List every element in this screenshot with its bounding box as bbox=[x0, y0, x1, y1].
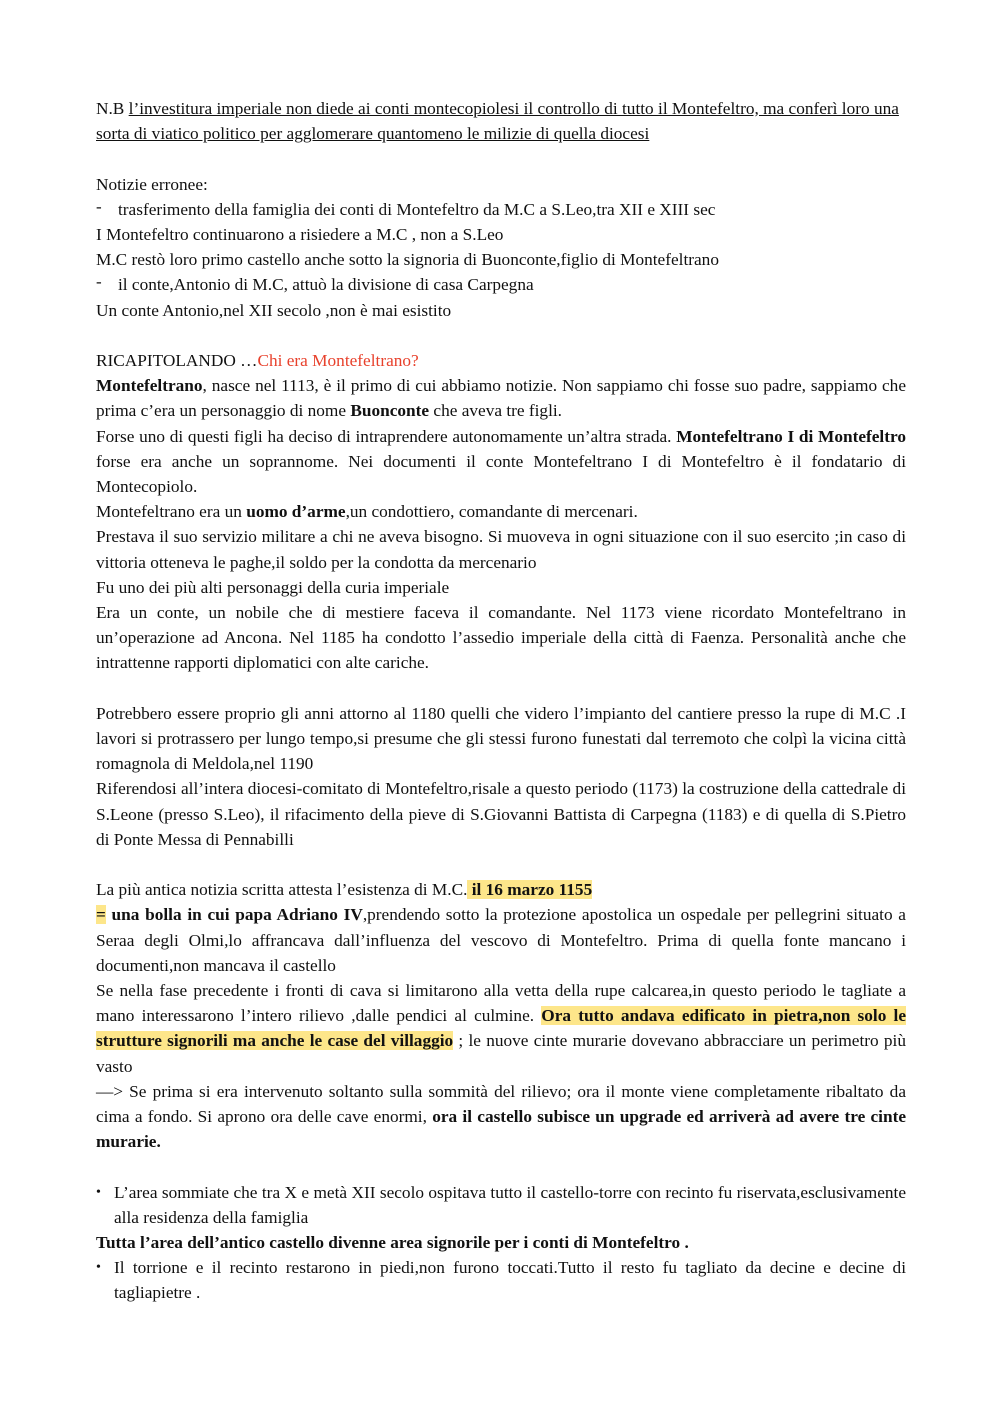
recap-paragraph-2 bbox=[96, 424, 906, 500]
nb-underlined-text: l’investitura imperiale non diede ai conti montecopiolesi il controllo di tutto il Montefeltro, ma conferì loro una sorta di viatico politico per agglomerare quantomeno le milizie di quella diocesi bbox=[96, 99, 899, 144]
spacer bbox=[96, 676, 906, 701]
text: che aveva tre figli. bbox=[429, 401, 562, 421]
spacer bbox=[96, 852, 906, 877]
recap-paragraph-6: Era un conte, un nobile che di mestiere faceva il comandante. Nel 1173 viene ricordato Montefeltrano in un’operazione ad Ancona. Nel 1185 ha condotto l’assedio imperiale della città di Faenza. Personalità anche che intrattenne rapporti diplomatici con alte cariche. bbox=[96, 603, 906, 673]
bold-text: Buonconte bbox=[350, 401, 430, 421]
bold-text: Montefeltrano bbox=[96, 376, 203, 396]
nb-paragraph bbox=[96, 96, 906, 146]
recap-paragraph-3 bbox=[96, 499, 906, 524]
nb-prefix: N.B bbox=[96, 99, 129, 118]
text: Montefeltrano era un bbox=[96, 502, 247, 522]
spacer bbox=[96, 1154, 906, 1179]
spacer bbox=[96, 146, 906, 171]
bold-text: ora il castello subisce un upgrade ed arriverà ad avere tre cinte murarie. bbox=[96, 1107, 907, 1152]
bold-text: Montefeltrano I di Montefeltro bbox=[676, 426, 906, 446]
recap-heading bbox=[96, 348, 906, 373]
errate-item-2: - il conte,Antonio di M.C, attuò la divisione di casa Carpegna bbox=[96, 272, 906, 297]
ancient-paragraph-2 bbox=[96, 902, 906, 978]
highlighted-date: il 16 marzo 1155 bbox=[467, 880, 593, 900]
text: La più antica notizia scritta attesta l’esistenza di M.C. bbox=[96, 880, 468, 900]
errate-line-2: I Montefeltro continuarono a risiedere a M.C , non a S.Leo bbox=[96, 225, 504, 244]
text: Se nella fase precedente i fronti di cava si limitarono alla vetta della rupe calcarea,in questo periodo le tagliate a mano interessarono l’intero rilievo ,dalle pendici al culmine. bbox=[96, 981, 906, 1026]
text: ,un condottiero, comandante di mercenari. bbox=[345, 502, 638, 522]
text: , nasce nel 1113, è il primo di cui abbiamo notizie. Non sappiamo chi fosse suo padre, sappiamo che prima c’era un personaggio di nome bbox=[96, 376, 906, 421]
bold-text: una bolla in cui papa Adriano IV bbox=[105, 905, 363, 925]
errate-line-3: M.C restò loro primo castello anche sotto la signoria di Buonconte,figlio di Montefeltrano bbox=[96, 250, 719, 270]
text: ; le nuove cinte murarie dovevano abbracciare un perimetro più vasto bbox=[96, 1031, 906, 1076]
text: —> Se prima si era intervenuto soltanto sulla sommità del rilievo; ora il monte viene completamente ribaltato da cima a fondo. Si aprono ora delle cave enormi, bbox=[96, 1081, 906, 1127]
recap-heading-text: RICAPITOLANDO … bbox=[96, 351, 258, 370]
bold-text: uomo d’arme bbox=[246, 502, 346, 522]
spacer bbox=[96, 323, 906, 348]
area-bold-line: Tutta l’area dell’antico castello divenne area signorile per i conti di Montefeltro . bbox=[96, 1233, 689, 1253]
recap-question: Chi era Montefeltrano? bbox=[257, 351, 419, 370]
text: Forse uno di questi figli ha deciso di intraprendere autonomamente un’altra strada. bbox=[96, 426, 677, 446]
errate-heading: Notizie erronee: bbox=[96, 174, 208, 194]
recap-paragraph-5: Fu uno dei più alti personaggi della curia imperiale bbox=[96, 577, 450, 597]
errate-line-5: Un conte Antonio,nel XII secolo ,non è mai esistito bbox=[96, 300, 452, 320]
ancient-paragraph-4 bbox=[96, 1079, 906, 1155]
recap-paragraph-1 bbox=[96, 373, 906, 423]
works-paragraph-2: Riferendosi all’intera diocesi-comitato di Montefeltro,risale a questo periodo (1173) la costruzione della cattedrale di S.Leone (presso S.Leo), il rifacimento della pieve di S.Giovanni Battista di Carpegna (1183) e di quella di S.Pietro di Ponte Messa di Pennabilli bbox=[96, 779, 906, 849]
text: ,prendendo sotto la protezione apostolica un ospedale per pellegrini situato a Seraa degli Olmi,lo affrancava dall’influenza del vescovo di Montefeltro. Prima di quella fonte mancano i documenti,non mancava il castello bbox=[96, 905, 906, 975]
ancient-paragraph-1 bbox=[96, 877, 906, 902]
highlighted-text: Ora tutto andava edificato in pietra,non solo le strutture signorili ma anche le case del villaggio bbox=[96, 1006, 906, 1051]
ancient-paragraph-3 bbox=[96, 978, 906, 1079]
area-bullet-1: • L’area sommiate che tra X e metà XII secolo ospitava tutto il castello-torre con recinto fu riservata,esclusivamente alla residenza della famiglia bbox=[96, 1180, 906, 1230]
text: forse era anche un soprannome. Nei documenti il conte Montefeltrano I di Montefeltro è il fondatario di Montecopiolo. bbox=[96, 451, 906, 497]
document-page bbox=[96, 96, 906, 1306]
recap-paragraph-4: Prestava il suo servizio militare a chi ne aveva bisogno. Si muoveva in ogni situazione con il suo esercito ;in caso di vittoria otteneva le paghe,il soldo per la condotta da mercenario bbox=[96, 527, 906, 572]
works-paragraph-1: Potrebbero essere proprio gli anni attorno al 1180 quelli che videro l’impianto del cantiere presso la rupe di M.C .I lavori si protrassero per lungo tempo,si presume che gli stessi furono funestati dal terremoto che colpì la vicina città romagnola di Meldola,nel 1190 bbox=[96, 703, 906, 774]
area-bullet-2: • Il torrione e il recinto restarono in piedi,non furono toccati.Tutto il resto fu tagliato da decine e decine di tagliapietre . bbox=[96, 1255, 906, 1305]
errate-item-1: - trasferimento della famiglia dei conti di Montefeltro da M.C a S.Leo,tra XII e XIII sec bbox=[96, 197, 906, 222]
highlighted-equals: = bbox=[96, 905, 106, 925]
